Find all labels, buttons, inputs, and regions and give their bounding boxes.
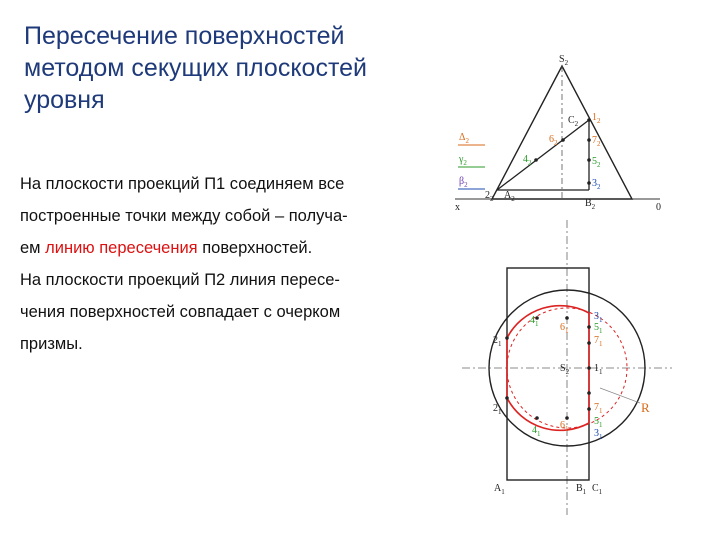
prism-edge-ac <box>497 120 589 190</box>
label-s-2: $S_2$ <box>560 363 570 376</box>
label-beta-2: $\beta_2$ <box>459 176 468 189</box>
horizontal-projection <box>462 220 672 515</box>
intersection-curve-lower <box>507 398 589 430</box>
paragraph-2-line-3: призмы. <box>20 335 83 353</box>
point-7-1-upper <box>587 341 591 345</box>
highlight-intersection-line: линию пересечения <box>45 239 198 257</box>
paragraph-1-line-2: построенные точки между собой – получа- <box>20 207 348 225</box>
label-1-2: $1_2$ <box>592 112 601 125</box>
label-5-1-lower: $5_1$ <box>594 416 603 429</box>
title-line-3: уровня <box>24 86 105 114</box>
point-7-2 <box>587 138 591 142</box>
text-segment: поверхностей. <box>197 239 313 257</box>
label-3-2: $3_2$ <box>592 178 601 191</box>
point-5-2 <box>587 158 591 162</box>
title-line-2: методом секущих плоскостей <box>24 54 367 82</box>
radius-leader <box>600 388 640 403</box>
point-6-1-upper <box>565 316 569 320</box>
label-3-1-upper: $3_1$ <box>594 311 603 324</box>
label-delta-2: $\Delta_2$ <box>459 132 469 145</box>
point-6-1-lower <box>565 416 569 420</box>
label-3-1-lower: $3_1$ <box>594 428 603 441</box>
label-s2: $S_2$ <box>559 54 569 67</box>
intersection-curve-upper <box>507 306 589 338</box>
label-a2: $A_2$ <box>504 190 515 203</box>
point-5-1-lower <box>587 407 591 411</box>
label-7-2: $7_2$ <box>592 135 601 148</box>
point-2-1-lower <box>505 396 509 400</box>
label-c1: $C_1$ <box>592 483 603 496</box>
point-4-2 <box>534 158 538 162</box>
label-6-1-upper: $6_1$ <box>560 322 569 335</box>
label-radius-r: R <box>641 400 650 415</box>
label-5-2: $5_2$ <box>592 156 601 169</box>
label-a1: $A_1$ <box>494 483 505 496</box>
label-7-1-upper: $7_1$ <box>594 335 603 348</box>
paragraph-2-line-2: чения поверхностей совпадает с очерком <box>20 303 341 321</box>
label-2-2: $2_2$ <box>485 190 494 203</box>
label-b1: $B_1$ <box>576 483 587 496</box>
point-3-2 <box>587 181 591 185</box>
point-5-1-upper <box>587 325 591 329</box>
text-segment: ем <box>20 239 46 257</box>
label-2-1-lower: $2_1$ <box>493 403 502 416</box>
point-6-2 <box>561 138 565 142</box>
point-2-1-upper <box>505 336 509 340</box>
label-4-2: $4_2$ <box>523 154 532 167</box>
paragraph-1-line-1: На плоскости проекций П1 соединяем все <box>20 175 345 193</box>
label-4-1-upper: $4_1$ <box>530 315 539 328</box>
label-7-1-lower: $7_1$ <box>594 402 603 415</box>
label-6-2: $6_2$ <box>549 134 558 147</box>
label-origin-zero: 0 <box>656 202 661 213</box>
label-6-1-lower: $6_1$ <box>560 420 569 433</box>
front-projection <box>455 54 661 213</box>
label-5-1-upper: $5_1$ <box>594 322 603 335</box>
prism-outline <box>507 268 589 480</box>
paragraph-2-line-1: На плоскости проекций П2 линия пересе- <box>20 271 340 289</box>
label-1-1: $1_1$ <box>594 363 603 376</box>
label-4-1-lower: $4_1$ <box>532 425 541 438</box>
point-7-1-lower <box>587 391 591 395</box>
label-b2: $B_2$ <box>585 198 596 211</box>
label-gamma-2: $\gamma_2$ <box>459 154 467 167</box>
label-c2: $C_2$ <box>568 115 579 128</box>
label-2-1-upper: $2_1$ <box>493 335 502 348</box>
point-1-1 <box>587 366 591 370</box>
label-x-axis: x <box>455 202 460 213</box>
title-line-1: Пересечение поверхностей <box>24 22 345 50</box>
point-1-2 <box>587 118 591 122</box>
point-4-1-lower <box>535 416 539 420</box>
